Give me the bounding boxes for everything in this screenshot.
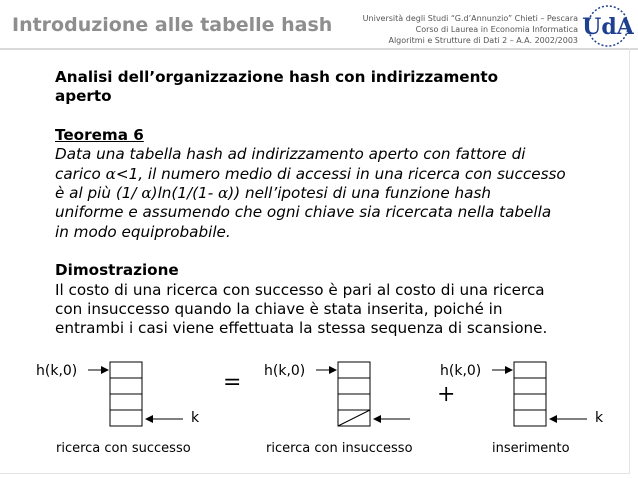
hash-label-2: h(k,0) (264, 363, 306, 379)
theorem-line: in modo equiprobabile. (55, 222, 231, 241)
logo-text: UdA (582, 14, 634, 40)
key-label-3: k (595, 410, 604, 426)
theorem-line: Data una tabella hash ad indirizzamento aperto con fattore di (55, 145, 526, 164)
text-fragment: )) nell’ipotesi di una funzione hash (228, 184, 492, 203)
caption-insert: inserimento (492, 441, 570, 456)
proof-line: entrambi i casi viene effettuata la stessa sequenza di scansione. (55, 319, 548, 338)
proof-text (55, 281, 615, 339)
text-fragment: )ln(1/(1- (151, 184, 219, 203)
proof-title: Dimostrazione (55, 261, 179, 280)
section-title-line: aperto (55, 87, 112, 106)
slide-title: Introduzione alle tabelle hash (12, 14, 333, 36)
section-title-line: Analisi dell’organizzazione hash con indirizzamento (55, 68, 499, 86)
course-name: Corso di Laurea in Economia Informatica (415, 25, 578, 34)
theorem-title: Teorema 6 (55, 125, 144, 144)
university-logo (582, 4, 634, 48)
theorem-line: uniforme e assumendo che ogni chiave sia ricercata nella tabella (55, 203, 552, 222)
subject-name: Algoritmi e Strutture di Dati 2 – A.A. 2002/2003 (388, 36, 578, 45)
section-title (55, 68, 615, 107)
header-info (330, 13, 578, 46)
text-fragment: carico (55, 164, 106, 183)
caption-success: ricerca con successo (56, 441, 191, 456)
bottom-rule (0, 473, 630, 474)
hash-table-insert (514, 362, 546, 426)
alpha-symbol: α (218, 184, 229, 203)
theorem-text (55, 145, 615, 242)
key-label-1: k (191, 410, 200, 426)
plus-sign: + (437, 382, 456, 407)
proof-line: con insuccesso quando la chiave è stata inserita, poiché in (55, 300, 503, 319)
empty-slot-mark (338, 410, 370, 426)
proof-line: Il costo di una ricerca con successo è pari al costo di una ricerca (55, 280, 545, 299)
slide-content (55, 68, 615, 339)
hash-table-failure (338, 362, 370, 426)
alpha-symbol: α (141, 184, 152, 203)
hash-table-success (110, 362, 142, 426)
hash-label-3: h(k,0) (440, 363, 482, 379)
side-rule (629, 48, 630, 474)
equals-sign: = (223, 370, 242, 395)
theorem-line (55, 184, 615, 203)
university-name: Università degli Studi “G.d’Annunzio” Chieti – Pescara (362, 14, 578, 23)
theorem-line (55, 165, 615, 184)
caption-failure: ricerca con insuccesso (266, 441, 413, 456)
hash-label-1: h(k,0) (36, 363, 78, 379)
text-fragment: è al più (1/ (55, 184, 142, 203)
header-rule (0, 48, 638, 50)
text-fragment: <1, il numero medio di accessi in una ricerca con successo (115, 164, 566, 183)
alpha-symbol: α (105, 164, 116, 183)
